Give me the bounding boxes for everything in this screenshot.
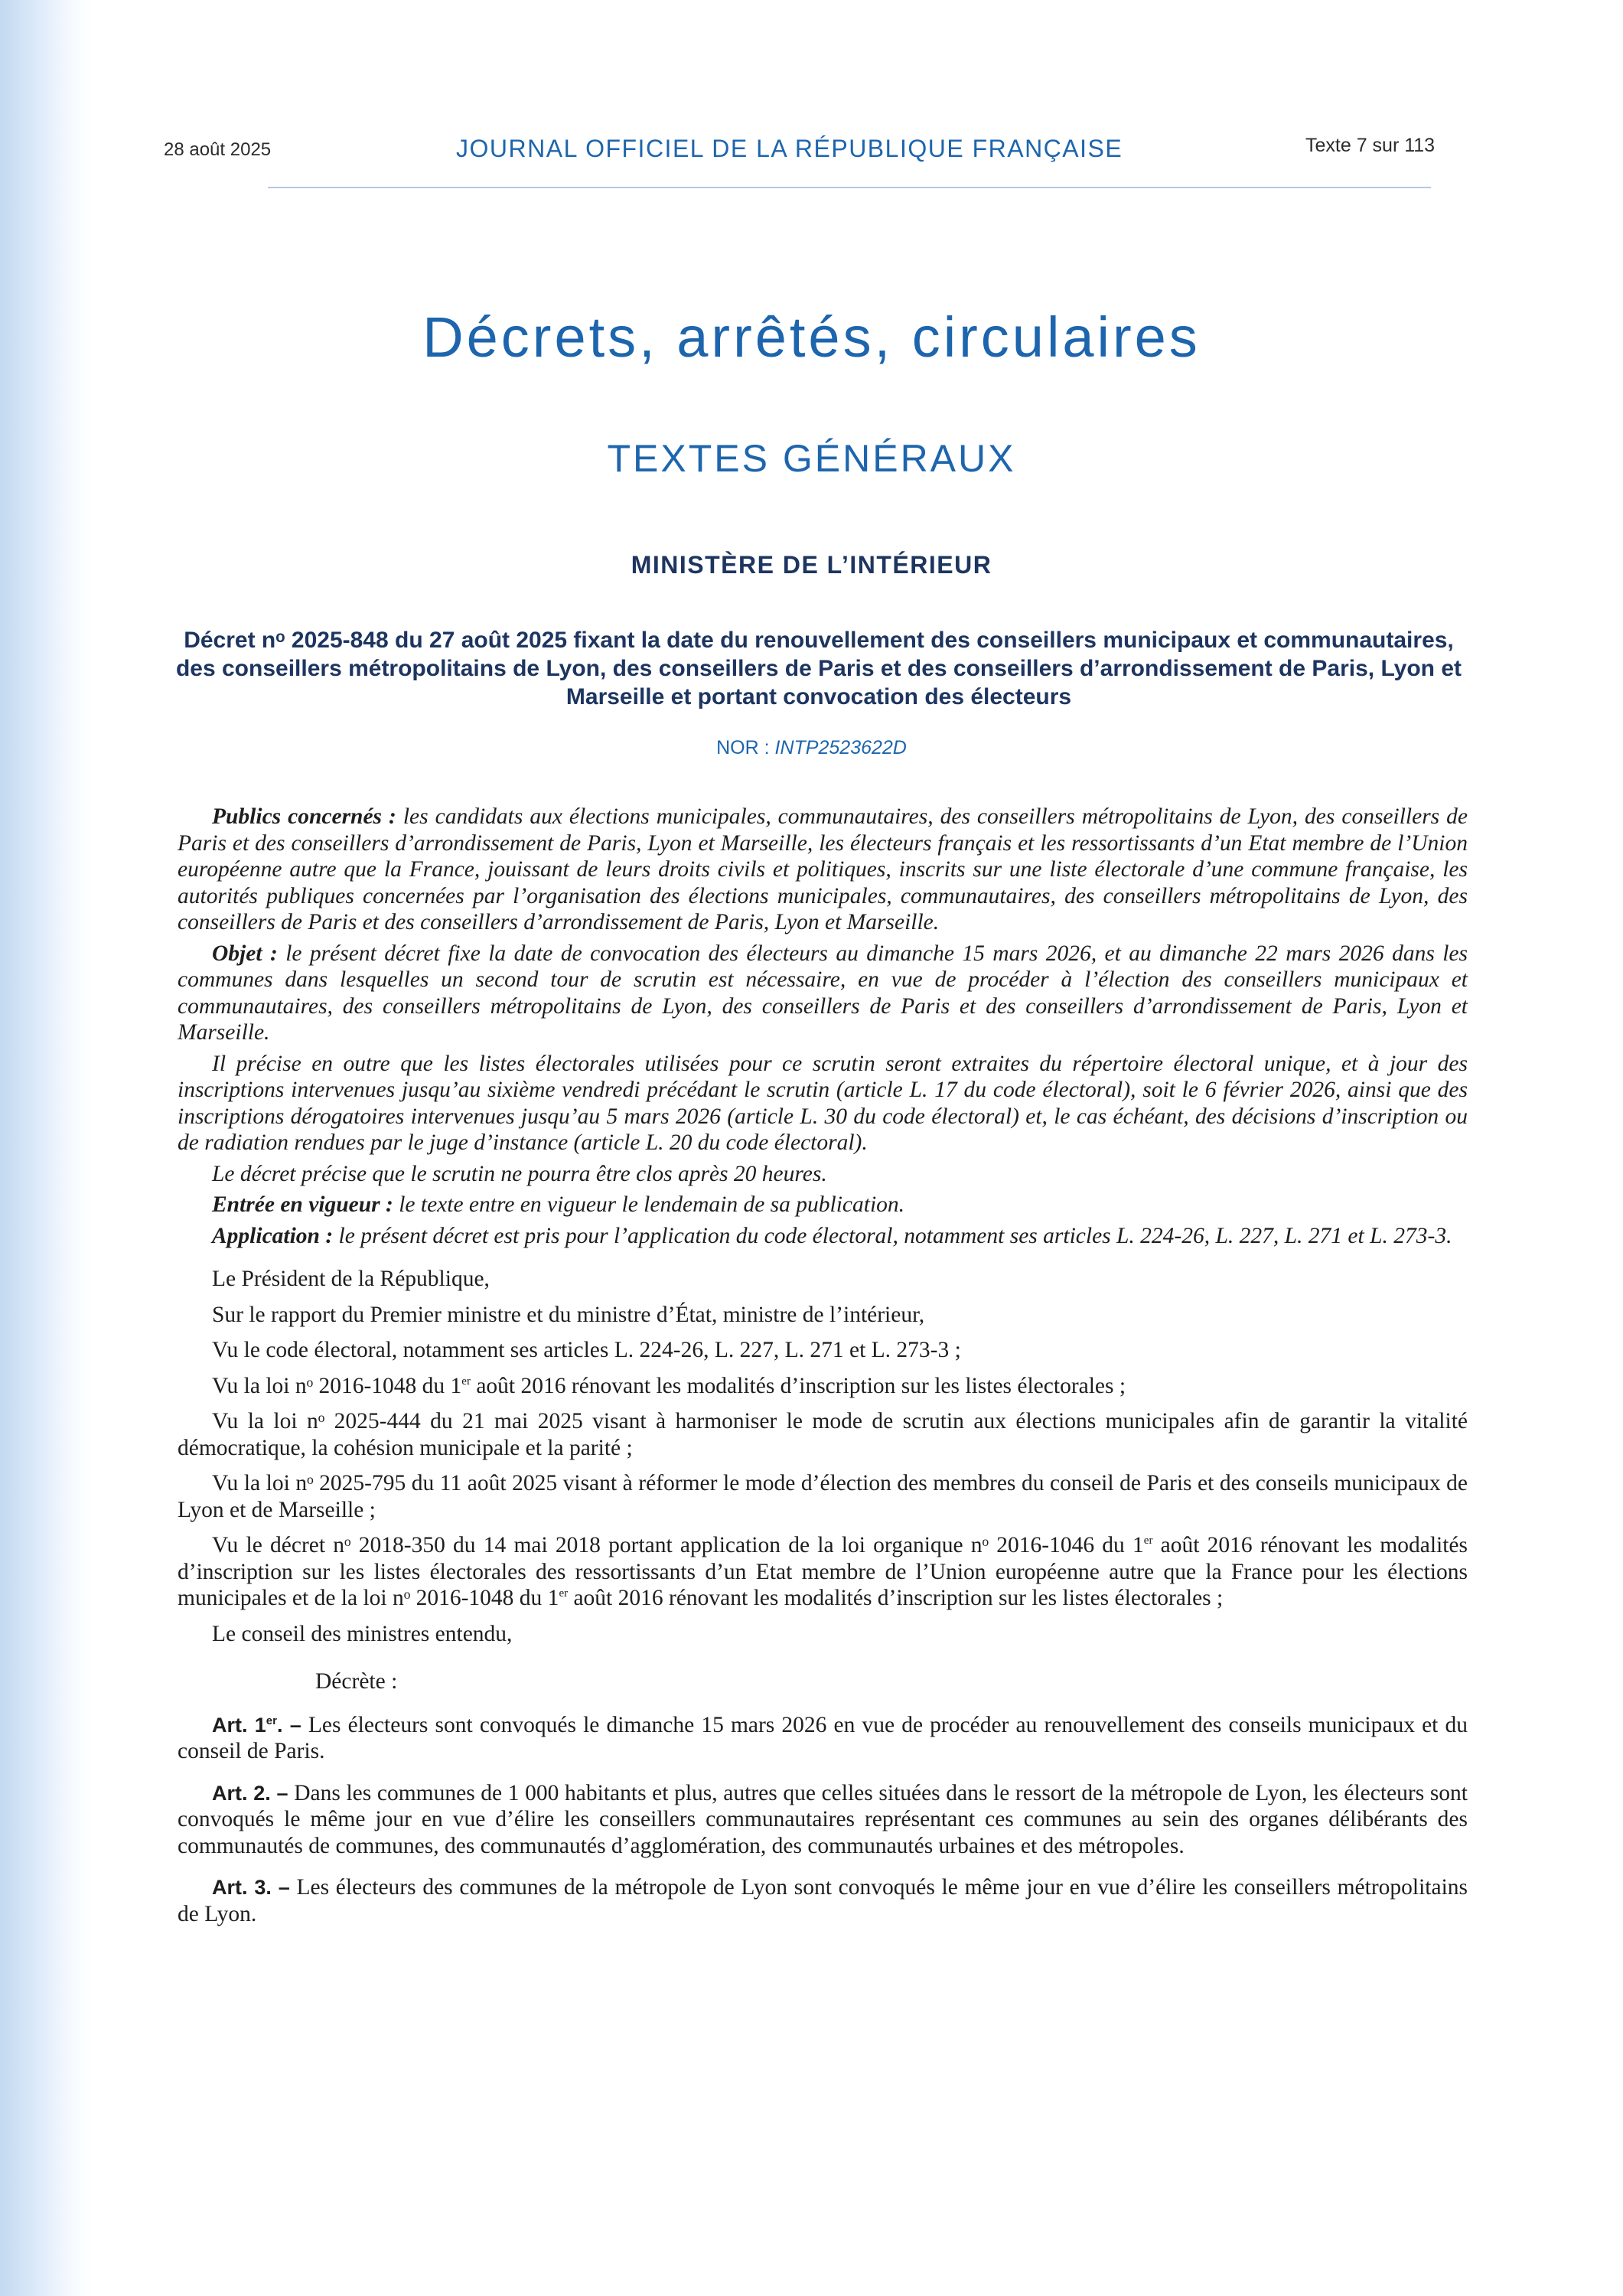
nor-label: NOR : xyxy=(716,737,775,758)
preamble-vu-decret-2018 xyxy=(178,1532,1468,1612)
summary-entree-text: le texte entre en vigueur le lendemain de sa publication. xyxy=(393,1192,905,1217)
article-3 xyxy=(178,1874,1468,1927)
summary-publics-label: Publics concernés : xyxy=(212,804,396,829)
header-texte-number: Texte 7 sur 113 xyxy=(1305,135,1436,156)
summary-precise: Il précise en outre que les listes électorales utilisées pour ce scrutin seront extraites du répertoire électoral unique, et à jour des inscriptions intervenues jusqu’au sixième vendredi précédant le scrutin (article L. 17 du code électoral), soit le 6 février 2026, ainsi que des inscriptions dérogatoires intervenues jusqu’au 5 mars 2026 (article L. 30 du code électoral) et, le cas échéant, des décisions d’inscription ou de radiation rendues par le juge d’instance (article L. 20 du code électoral). xyxy=(178,1051,1468,1155)
preamble-vu-loi-2025-444: Vu la loi nᵒ 2025-444 du 21 mai 2025 visant à harmoniser le mode de scrutin aux élections municipales afin de garantir la vitalité démocratique, la cohésion municipale et la parité ; xyxy=(178,1409,1468,1460)
section-title: TEXTES GÉNÉRAUX xyxy=(607,437,1016,480)
main-title: Décrets, arrêtés, circulaires xyxy=(422,305,1201,369)
text-fragment: Vu la loi nᵒ 2016-1048 du 1 xyxy=(212,1373,462,1398)
preamble-president: Le Président de la République, xyxy=(212,1267,490,1291)
text-fragment: août 2016 rénovant les modalités d’inscription sur les listes électorales des ressortissants d’un Etat membre de l’Union européenne autre que la France pour les élections municipales et de la loi nᵒ 2016-1048 du 1 xyxy=(178,1533,1468,1610)
summary-objet xyxy=(178,941,1468,1046)
nor-value: INTP2523622D xyxy=(774,737,907,758)
superscript: er xyxy=(559,1587,569,1600)
summary-objet-label: Objet : xyxy=(212,941,278,966)
article-1-text: Les électeurs sont convoqués le dimanche 15 mars 2026 en vue de procéder au renouvellement des conseils municipaux et du conseil de Paris. xyxy=(178,1712,1468,1763)
header-rule xyxy=(268,187,1431,188)
summary-entree-label: Entrée en vigueur : xyxy=(212,1192,393,1217)
article-2-text: Dans les communes de 1 000 habitants et plus, autres que celles situées dans le ressort de la métropole de Lyon, les électeurs sont convoqués le même jour en vue d’élire les conseillers communautaires représentant ces communes au sein des organes délibérants des communautés de communes, des communautés d’agglomération, des communautés urbaines et des métropoles. xyxy=(178,1780,1468,1858)
summary-application-label: Application : xyxy=(212,1223,334,1248)
summary-entree xyxy=(178,1192,1468,1218)
header-date: 28 août 2025 xyxy=(164,139,272,160)
ministry-heading: MINISTÈRE DE L’INTÉRIEUR xyxy=(631,551,992,579)
summary-application xyxy=(178,1223,1468,1250)
superscript: er xyxy=(266,1714,277,1727)
preamble-conseil: Le conseil des ministres entendu, xyxy=(212,1621,513,1646)
article-3-text: Les électeurs des communes de la métropole de Lyon sont convoqués le même jour en vue d’élire les conseillers métropolitains de Lyon. xyxy=(178,1875,1468,1926)
decrete-heading: Décrète : xyxy=(315,1669,398,1694)
header-journal-name: JOURNAL OFFICIEL DE LA RÉPUBLIQUE FRANÇAISE xyxy=(456,135,1123,162)
decree-title: Décret nᵒ 2025-848 du 27 août 2025 fixant la date du renouvellement des conseillers municipaux et communautaires, des conseillers métropolitains de Lyon, des conseillers de Paris et des conseillers d’arrondissement de Paris, Lyon et Marseille et portant convocation des électeurs xyxy=(175,628,1462,709)
article-2 xyxy=(178,1780,1468,1860)
article-1 xyxy=(178,1712,1468,1765)
preamble-vu-loi-2025-795: Vu la loi nᵒ 2025-795 du 11 août 2025 visant à réformer le mode d’élection des membres du conseil de Paris et des conseils municipaux de Lyon et de Marseille ; xyxy=(178,1471,1468,1522)
nor-reference xyxy=(0,737,1623,759)
summary-clos: Le décret précise que le scrutin ne pourra être clos après 20 heures. xyxy=(212,1161,827,1186)
superscript: er xyxy=(1143,1534,1153,1548)
text-fragment: . – xyxy=(276,1713,301,1737)
text-fragment: Art. 1 xyxy=(212,1713,266,1737)
text-fragment: août 2016 rénovant les modalités d’inscription sur les listes électorales ; xyxy=(568,1586,1224,1610)
superscript: er xyxy=(461,1375,471,1388)
preamble-vu-code: Vu le code électoral, notamment ses articles L. 224-26, L. 227, L. 271 et L. 273-3 ; xyxy=(212,1338,961,1362)
summary-publics-text: les candidats aux élections municipales, communautaires, des conseillers métropolitains de Lyon, des conseillers de Paris et des conseillers d’arrondissement de Paris, Lyon et Marseille, les électeurs français et les ressortissants d’un Etat membre de l’Union européenne autre que la France, jouissant de leurs droits civils et politiques, inscrits sur une liste électorale d’une commune française, les autorités publiques concernées par l’organisation des élections municipales, communautaires, des conseillers métropolitains de Lyon, des conseillers de Paris et des conseillers d’arrondissement de Paris, Lyon et Marseille. xyxy=(178,804,1468,934)
article-2-label: Art. 2. – xyxy=(212,1781,288,1805)
decree-body xyxy=(178,804,1468,1942)
summary-publics xyxy=(178,804,1468,936)
article-3-label: Art. 3. – xyxy=(212,1876,290,1899)
text-fragment: août 2016 rénovant les modalités d’inscription sur les listes électorales ; xyxy=(470,1373,1126,1398)
text-fragment: Vu le décret nᵒ 2018-350 du 14 mai 2018 portant application de la loi organique nᵒ 2016-1046 du 1 xyxy=(212,1533,1144,1557)
summary-objet-text: le présent décret fixe la date de convocation des électeurs au dimanche 15 mars 2026, et au dimanche 22 mars 2026 dans les communes dans lesquelles un second tour de scrutin est nécessaire, en vue de procéder à l’élection des conseillers municipaux et communautaires, des conseillers métropolitains de Lyon, des conseillers de Paris et des conseillers d’arrondissement de Paris, Lyon et Marseille. xyxy=(178,941,1468,1045)
preamble-vu-loi-2016 xyxy=(178,1373,1468,1400)
preamble-rapport: Sur le rapport du Premier ministre et du ministre d’État, ministre de l’intérieur, xyxy=(212,1302,925,1327)
article-1-label xyxy=(212,1714,301,1737)
summary-application-text: le présent décret est pris pour l’application du code électoral, notamment ses articles L. 224-26, L. 227, L. 271 et L. 273-3. xyxy=(333,1223,1452,1248)
